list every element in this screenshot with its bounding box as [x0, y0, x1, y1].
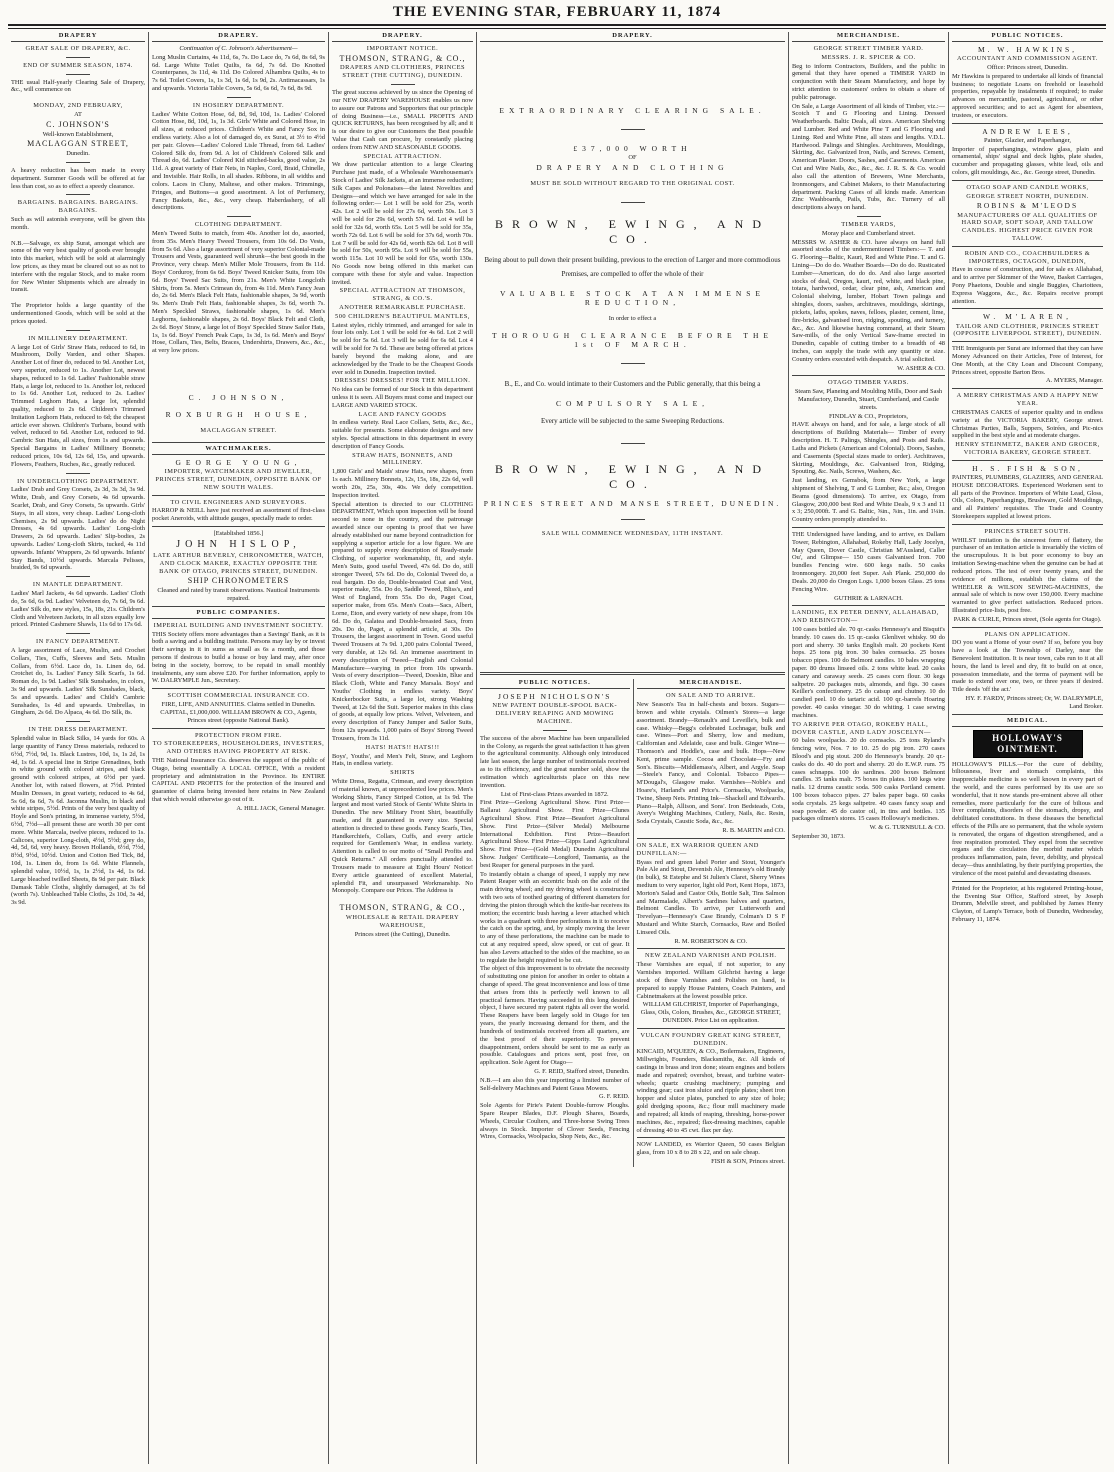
- ad-name: ANDREW LEES,: [982, 126, 1073, 136]
- divider: [66, 721, 90, 722]
- paragraph: Being about to pull down their present building, previous to the erection of Larger and more commodious Premises, are compelled to offer the whole of their: [484, 256, 781, 278]
- firm-name: MESSRS. J. R. SPICER & CO.: [821, 53, 916, 61]
- paragraph: WHILST imitation is the sincerest form of flattery, the purchaser of an imitation article is invariably the victim of the unscrupulous. It is but poor economy to buy an imitation Sewing-machine when the genuine can be had at reduced prices. The test of over twenty years, and the evidence of millions, establish the claims of the WHEELER & WILSON SEWING-MACHINES, the annual sale of which is now over 150,000. Every machine warranted to give perfect satisfaction. Reduced prices. Illustrated price-lists, post free.: [952, 536, 1103, 614]
- divider: [621, 443, 645, 444]
- of-label: OF: [628, 154, 637, 162]
- section-heading: MERCHANDISE.: [637, 679, 786, 689]
- divider: [621, 129, 645, 130]
- signature: WILLIAM GILCHRIST, Importer of Paperhangings, Glass, Oils, Colors, Brushes, &c., GEORGE STREET, DUNEDIN. Price List on application.: [640, 1001, 781, 1024]
- ad-heading: TO CIVIL ENGINEERS AND SURVEYORS.: [170, 498, 307, 506]
- divider: [952, 627, 1103, 628]
- holloway-banner: HOLLOWAY'S OINTMENT.: [973, 730, 1083, 758]
- firm-name: THOMSON, STRANG, & CO.,: [339, 53, 466, 63]
- department-heading: IN MANTLE DEPARTMENT.: [32, 581, 124, 589]
- divider: [952, 524, 1103, 525]
- department-heading: CLOTHING DEPARTMENT.: [194, 221, 283, 229]
- ad-heading: OTAGO SOAP AND CANDLE WORKS,: [966, 183, 1089, 191]
- signature-street: Princes street (the Cutting), Dunedin.: [354, 930, 451, 938]
- ad-heading: ON SALE AND TO ARRIVE.: [666, 692, 756, 700]
- department-heading: IN THE DRESS DEPARTMENT.: [28, 726, 128, 734]
- paragraph: In order to effect a: [608, 315, 657, 323]
- ad-heading: TO ARRIVE PER OTAGO, ROKEBY HALL, DOVER CASTLE, AND LADY JOSCELYN—: [792, 720, 931, 736]
- divider: [637, 1028, 786, 1029]
- firm-address: PRINCES STREET AND MANSE STREET, DUNEDIN.: [483, 499, 782, 509]
- signature: PARK & CURLE, Princes street, (Sole agents for Otago).: [953, 615, 1102, 623]
- ad-date: September 30, 1873.: [792, 833, 845, 841]
- ad-heading: VULCAN FOUNDRY GREAT KING STREET, DUNEDIN.: [640, 1031, 782, 1047]
- department-heading: LACE AND FANCY GOODS: [358, 410, 447, 418]
- divider: [227, 216, 251, 217]
- paragraph: Boys', Youths', and Men's Felt, Straw, and Leghorn Hats, in endless variety.: [332, 752, 473, 768]
- divider: [952, 388, 1103, 389]
- divider: [621, 363, 645, 364]
- ad-name: ROBIN AND CO., COACHBUILDERS & IMPORTERS, OCTAGON, DUNEDIN,: [964, 249, 1091, 265]
- watchmaker-details: IMPORTER, WATCHMAKER AND JEWELLER, PRINCES STREET, DUNEDIN, OPPOSITE BANK OF NEW SOUTH WALES.: [155, 468, 322, 491]
- ad-intro: THE usual Half-yearly Clearing Sale of Drapery, &c., will commence on: [11, 78, 145, 94]
- paragraph: Mr Hawkins is prepared to undertake all kinds of financial business; to negotiate Loans on freehold or leasehold properties, repayable by instalments if required; to make advances on mercantile, pastoral, agricultural, or other approved securities; and to act as Agent for absentees, trustees, or executors.: [952, 72, 1103, 119]
- divider: [952, 246, 1103, 247]
- paragraph: HAVE always on hand, and for sale, a large stock of all descriptions of Building Materials— Timber of every description. H. T. Palings, Shingles, and Posts and Rails. Laths and Pickets (American and Colonial). Doors, Sashes, and Casements (Special sizes made to order). Architraves, Skirting, Mouldings, &c. Galvanised Iron, Ridging, Spouting, &c. Nails, Screws, Washers, &c.: [792, 421, 945, 476]
- establishment: Well-known Establishment,: [42, 130, 114, 138]
- ad-name: H. S. FISH & SON,: [972, 463, 1083, 473]
- section-heading: PUBLIC NOTICES.: [480, 679, 630, 689]
- ad-heading: PROTECTION FROM FIRE.: [194, 731, 283, 739]
- street-name: MACLAGGAN STREET,: [27, 139, 129, 149]
- ad-text: THE National Insurance Co. deserves the support of the public of Otago, being essentially A LOCAL OFFICE, With a resident proprietary and administration in the Province. Its ENTIRE CAPITAL AND PROFITS for the protection of the insured and guarantee of claims being invested here retains in New Zealand that which would otherwise go out of it.: [152, 756, 325, 803]
- price-list: We draw particular attention to a large Clearing Purchase just made, of a Wholesale Warehouseman's Stock of Ladies' Silk Jackets, at an immense reduction; Silk Capes and Polonaises—the latest Novelties and Designs—and which we have arranged for sale in the following order:— Lot 1 will be sold for 25s, worth 42s. Lot 2 will be sold for 27s 6d, worth 50s. Lot 3 will be sold for 29s 6d, worth 57s 6d. Lot 4 will be sold for 32s 6d, worth 65s. Lot 5 will be sold for 35s, worth 72s 6d. Lot 6 will be sold for 37s 6d, worth 70s. Lot 7 will be sold for 42s 6d, worth 82s 6d. Lot 8 will be sold for 50s, worth 95s. Lot 9 will be sold for 55s, worth 115s. Lot 10 will be sold for 65s, worth 130s. No Goods now being offered in this market can compare with these for style and value. Inspection invited.: [332, 161, 473, 286]
- watchmaker-name: JOHN HISLOP,: [176, 538, 301, 550]
- signature: R. B. MARTIN and CO.: [722, 827, 785, 835]
- ad-title: GREAT SALE OF DRAPERY, &C.: [25, 44, 131, 52]
- price-list: On Sale, a Large Assortment of all kinds of Timber, viz.:— Scotch T and G Flooring and Lining. Dressed Weatherboards. Baltic Deals, all sizes. American Shelving and Lumber. Red and White Pine T and G Flooring and Lining. Red and White Pine, all sizes and lengths. V.D.L. Hardwood. Palings and Shingles. Architraves, Mouldings, Skirting, &c. Galvanized Iron, Nails, and Screws. Cement, American Plaster. Doors, Sashes, and Casements. American Cut and Wire Nails, &c., &c., &c. J. R. S. & Co. would also call the attention of Brewers, Wine Merchants, Ironmongers, and Cabinet Makers, to their Manufacturing department. Packing Cases of all kinds made. American Zinc Washboards, Pails, Tubs, &c. Turnery of all descriptions always on hand.: [792, 102, 945, 212]
- divider: [792, 527, 945, 528]
- ad-text: THIS Society offers more advantages than a Savings' Bank, as it is both a saving and a building institute. Persons may lay by or invest their savings in it in sums as small as 6s a month, and those persons if desirous to build a house or buy land may, after once being in the society, borrow, to be repaid in small monthly instalments, any sum above £20. For further information, apply to W. DALRYMPLE Jun., Secretary.: [152, 630, 325, 685]
- price-list: 60 bales woolpacks. 20 do cornsacks. 25 tons Ryland's fencing wire, Nos. 7 to 10. 25 do pig iron. 270 cases Blood's and pig stout. 200 do Hennessy's brandy. 20 qr.-casks do do. 40 do port and sherry. 20 do E.W.P. rum. 75 cases schnapps. 100 do sardines. 200 boxes Belmont candles. 35 tanks malt. 75 boxes tin plates. 100 kegs wire nails. 12 drums caustic soda. 500 casks Portland cement. 100 boxes tobacco pipes. 27 bales paper bags. 60 casks soda crystals. 25 kegs saltpetre. 40 cases fancy soap and soap powder. 45 do castor oil, in tins and bottles. 135 packages oilmen's stores. 15 cases Holloway's medicines.: [792, 737, 945, 823]
- ad-heading: LANDING, EX PETER DENNY, ALLAHABAD, AND REBINGTON—: [792, 609, 939, 625]
- ad-heading: NEW ZEALAND VARNISH AND POLISH.: [645, 952, 777, 960]
- section-heading: PUBLIC COMPANIES.: [152, 606, 325, 619]
- divider: [952, 341, 1103, 342]
- ad-name: M. W. HAWKINS,: [977, 44, 1078, 54]
- divider: [952, 180, 1103, 181]
- department-heading: IN MILLINERY DEPARTMENT.: [28, 334, 128, 342]
- divider: [66, 576, 90, 577]
- divider: [152, 688, 325, 689]
- column-4a: [480, 679, 633, 1166]
- ad-heading: OTAGO TIMBER YARDS.: [828, 379, 909, 387]
- salvage-note: N.B.—Salvage, ex ship Surat, amongst which are some of the very best quality of goods ever brought into this market, which will be sold at alarmingly low prices, as they must be cleared out so as not to interfere with the regular Stock, and to make room for New Winter Shipments which are already in transit.: [11, 239, 145, 294]
- sale-title: EXTRAORDINARY CLEARING SALE.: [499, 105, 766, 115]
- at-label: AT: [74, 110, 82, 118]
- section-heading: DRAPERY: [11, 32, 145, 42]
- ad-heading: PLANS ON APPLICATION.: [984, 630, 1071, 638]
- notice-title: IMPORTANT NOTICE.: [366, 44, 439, 52]
- ad-heading: A MERRY CHRISTMAS AND A HAPPY NEW YEAR.: [956, 392, 1099, 408]
- department-heading: IN HOSIERY DEPARTMENT.: [192, 101, 285, 109]
- price-list: 100 cases bottled ale. 70 qr.-casks Hennessy's and Bisquit's brandy. 10 cases do. 15 qr.-casks Glenlivet whisky. 90 do port and sherry. 30 tanks English malt. 20 pockets Kent hops. 25 tons pig iron. 30 bales cornsacks. 25 boxes tobacco pipes. 100 do Belmont candles. 10 bales wrapping paper. 80 drums linseed oils. 2 tons white lead. 20 casks canary and caraway seeds. 25 cases corn flour. 30 kegs saltpetre. 20 packages nuts, almonds, and figs. 30 cases Keiller's confectionery. 25 do catsup and chutney. 10 do candied peel. 10 do tartaric acid. 100 qr.-barrels Hoaring powder. 40 casks vinegar. 30 do whiting. 1 case sewing machines.: [792, 625, 945, 719]
- paragraph: Have in course of construction, and for sale ex Allahabad, and to arrive per Skimmer of the Wave, Basket Carriages, Pony Phaetons, Double and single Buggies, Chariottees, Express Waggons, &c., &c. Repairs receive prompt attention.: [952, 266, 1103, 305]
- column-4: [476, 32, 788, 1464]
- signature: R. M. ROBERTSON & CO.: [674, 937, 748, 945]
- sale-commence: SALE WILL COMMENCE WEDNESDAY, 11TH INSTANT.: [541, 529, 724, 537]
- sale-date: MONDAY, 2ND FEBRUARY,: [33, 102, 123, 110]
- divider: [66, 74, 90, 75]
- signature-name: THOMSON, STRANG, & CO.,: [339, 903, 466, 913]
- column-3: [328, 32, 476, 1464]
- divider: [857, 216, 881, 217]
- paragraph: Byass red and green label Porter and Stout, Younger's Pale Ale and Stout, Devenish Ale, Hennessy's old Brandy (in bulk), St Estephe and St Julien's Claret, Sherry Wines medium to very superior, light old Port, Kent Hops, 1873, Morton's Salad and Castor Oils, Bottle Salt, Tins Salmon and Marmalade, Albert's Sardines halves and quarters, Belmont Candles. To arrive, per Lutterworth and Trevelyan—Hennessy's Case Brandy, Colman's D S F Mustard and White Starch, Cornsacks, Raw and Boiled Linseed Oils.: [636, 858, 785, 936]
- ad-name: JOSEPH NICHOLSON'S: [498, 692, 612, 702]
- firm-subtitle: DRAPERS AND CLOTHIERS, PRINCES STREET (THE CUTTING), DUNEDIN.: [339, 64, 466, 80]
- department-heading: STRAW HATS, BONNETS, AND MILLINERY.: [352, 451, 453, 467]
- ad-subheading: Steam Saw, Planeing and Moulding Mills, Door and Sash Manufactory, Dunedin, Stuart, Cumberland, and Castle streets.: [794, 388, 943, 411]
- paragraph: To instantly obtain a change of speed, I supply my new Patent Reaper with an eccentric bush on the axle of the main driving wheel; and my driving wheel is constructed with two sets of toothed gearing of different diameters for driving the pinion through which the knife-bar receives its motion; the eccentric bush having a lever attached which works in a quadrant with three perforations in it to receive the catch on the spring, and, by simply moving the lever to any of these perforations, the machine can be made to cut at any required speed, slow speed, or cut of gear. It has also Levers attached to the sides of the machine, so as to regulate the height required to be cut.: [480, 870, 630, 964]
- ad-subheading: TO STOREKEEPERS, HOUSEHOLDERS, INVESTERS, AND OTHERS HAVING PROPERTY AT RISK.: [152, 740, 325, 756]
- firm-name: BROWN, EWING, AND CO.: [495, 462, 770, 491]
- divider: [480, 672, 785, 675]
- paragraph: N.B.—I am also this year importing a limited number of Self-delivery Machines and Patent Grass Mowers.: [480, 1076, 630, 1092]
- paragraph: DO you want a Home of your own? If so, before you buy have a look at the Township of Darley, near the Benevolent Institution. It is near town, cabs run to it at all hours, the land is level and dry, fit to build on at once, possession immediate, and the terms of payment will be made to extend over one, two, or three years if desired. Title deeds 'off the act.': [952, 639, 1103, 694]
- section-heading: MEDICAL.: [952, 714, 1103, 727]
- divider: [66, 330, 90, 331]
- prize-list: First Prize—Geelong Agricultural Show. First Prize—Ballarat Agricultural Show. First Prize—Clunes Agricultural Show. First Prize—Beaufort Agricultural Show. First Prize—(Silver Medal) Melbourne International Exhibition. First Prize—Beaufort Agricultural Show. First Prize—Gipps Land Agricultural Show. First Prize—(Gold Medal) Dunedin Agricultural Show. Judges' Certificate—Longford, Tasmania, as the best Reaper for general purposes in the yard.: [480, 799, 630, 869]
- divider: [621, 519, 645, 520]
- ad-heading: IMPERIAL BUILDING AND INVESTMENT SOCIETY.: [153, 621, 324, 629]
- signature-house: ROXBURGH HOUSE,: [165, 410, 312, 420]
- paragraph: TAILOR AND CLOTHIER, PRINCES STREET (OPPOSITE LIVERPOOL STREET), DUNEDIN.: [953, 322, 1102, 338]
- department-heading: IN UNDERCLOTHING DEPARTMENT.: [17, 477, 139, 485]
- divider: [952, 123, 1103, 124]
- section-heading: WATCHMAKERS.: [152, 442, 325, 455]
- paragraph: KINCAID, M'QUEEN, & CO., Boilermakers, Engineers, Millwrights, Founders, Blacksmiths, &c. All kinds of castings in brass and iron done; steam engines and boilers made and repaired; overshot, breast, and turbine water-wheels; quartz crushing machinery; pumping and winding gear; cast iron sluice and ripple plates; sheet iron hopper and sluice plates, punched to any size of hole; gold dredging spoons, &c.; flour mill machinery made and repaired; all kinds of reaping, threshing, horse-power machines, &c., repaired; flax-dressing machines, capable of dressing 40 to 45 cwt. flax per day.: [636, 1048, 785, 1134]
- divider: [66, 57, 90, 58]
- ad-subheading: ACCOUNTANT AND COMMISSION AGENT.: [957, 55, 1098, 63]
- price-list: A large Lot of Girls' Straw Hats, reduced to 6d, in Mushroom, Dolly Varden, and other Shapes. Another Lot of finer do, reduced to 9d. Another Lot, very superior, reduced to 1s. Another Lot, newest shapes, reduced to 1s 6d. Ladies' Fashionable straw Hats, a large lot, reduced to 1s. Another lot, reduced to 1s 6d. Another Lot, reduced to 2s. Ladies' Trimmed Leghorn Hats, a large lot, splendid quality, reduced to 2s 6d. Children's Trimmed Imitation Leghorn Hats, reduced to 6d; the cheapest article ever shown. Children's Turbans, bound with velvet, reduced to 6d. Another Lot, reduced to 9d. Cambric Sun Hats, all sizes, from 1s and upwards. Special Bargains in Ladies' Millinery Bonnets; reduced prices, 10s 6d, 12s 6d, 15s, and upwards. Flowers, Feathers, Ruches, &c., greatly reduced.: [11, 343, 145, 468]
- paragraph: Importer of paperhangings, window glass, plain and ornamental, ships' signal and deck lights, plate shades, cucumber and propagating glasses, white lead, oils and colors, gilt mouldings, &c., &c. George street, Dunedin.: [952, 145, 1103, 176]
- town-name: Dunedin.: [66, 150, 90, 158]
- ad-subheading: Moray place and Cumberland street.: [821, 229, 916, 237]
- ad-heading: SCOTTISH COMMERCIAL INSURANCE CO.: [167, 692, 310, 700]
- ad-heading: ON SALE, EX WARRIOR QUEEN AND DUNFILLAN:—: [636, 841, 759, 857]
- paragraph: MESSRS W. ASHER & CO. have always on hand full assorted stocks of the undermentioned Timbers:— T. and G. Flooring—Baltic, Kauri, Red and White Pine. T. and G. Lining—Do do do. Weather Boards—Do do do. Rusticated Lumber—American, do do do. And also large assorted stocks of deal, Oregon, kauri, red, white, and black pine, totara, hardwood, cedar, clear pine, ash, American and Colonial shelving, lumber, Hobart Town palings and shingles, doors, sashes, architraves, mouldings, skirtings, pickets, laths, spokes, naves, felloes, plaster, cement, lime, fire-bricks, galvanised iron, ridging, spouting, and turnery, &c., &c. And likewise having command, at their Steam Saw-mills, of the only Vertical Saw-frame erected in Dunedin, capable of cutting timber to a breadth of 48 inches, can supply the trade with any quantity or size. Country orders executed with despatch. A trial solicited.: [792, 238, 945, 363]
- price-list: Ladies' White Cotton Hose, 6d, 8d, 9d, 10d, 1s. Ladies' Colored Cotton Hose, 8d, 10d, 1s, 1s 3d. Girls' White and Colored Hose, in all sizes, at reduced prices. Children's White and Fancy Sox in endless variety. Also a lot of damaged do, ex Surat, at 3½ to 4½d per pair. Gloves—Ladies' Colored Lisle Thread, from 6d. Ladies' Colored Silk do, from 9d. A lot of Children's Colored Silk and Thread do, 6d. Ladies' Colored Kid stitched-backs, good value, 2s 11d. A great variety of Hair Nets, in Naples, Cord, Braid, Chinelle, and Invisible. Hair Rolls, in all shades. Ribbons, in all widths and colors. Laces in Cluny, Maltese, and other makes. Trimmings, Fringes, and Buttons—a good assortment. A lot of Perfumery, Fancy Baskets, &c., &c., very cheap. Haberdashery, of all descriptions.: [152, 110, 325, 212]
- divider: [621, 202, 645, 203]
- section-heading: MERCHANDISE.: [792, 32, 945, 42]
- sale-condition: MUST BE SOLD WITHOUT REGARD TO THE ORIGINAL COST.: [530, 180, 735, 188]
- section-heading: DRAPERY.: [480, 32, 785, 42]
- price-list: Long Muslin Curtains, 4s 11d, 6s, 7s. Do Lace do, 7s 6d, 8s 6d, 9s 6d. Large White Toilet Quilts, 6s 6d, 7s 6d. Do Knotted Counterpanes, 3s 11d, 4s 11d. Do Colored Alhambra Quilts, 4s to 7s 6d. Toilet Covers, 1s, 1s 3d, 1s 6d, 1s 9d, 2s. Antimacassars, 1s and upwards. Victoria Table Covers, 5s 6d, 6s 6d, 7s 6d, 8s 9d.: [152, 53, 325, 92]
- paragraph: NOW LANDED, ex Warrior Queen, 50 cases Belgian glass, from 10 x 8 to 28 x 22, and on sale cheap.: [636, 1141, 785, 1157]
- ad-text: Cleaned and rated by transit observations. Nautical Instruments repaired.: [157, 587, 320, 603]
- divider: [792, 605, 945, 606]
- column-1: [8, 32, 148, 1464]
- continuation-note: Continuation of C. Johnson's Advertisement—: [179, 44, 298, 52]
- department-heading: SPECIAL ATTRACTION AT THOMSON, STRANG, & CO.'S.: [339, 287, 466, 303]
- column-2: [148, 32, 328, 1464]
- ad-text: HARROP & NEILL have just received an assortment of first-class pocket Aneroids, with altitude gauges, specially made to order.: [152, 507, 325, 523]
- watchmaker-details: LATE ARTHUR BEVERLY, CHRONOMETER, WATCH, AND CLOCK MAKER, EXACTLY OPPOSITE THE BANK OF OTAGO, PRINCES STREET, DUNEDIN.: [153, 552, 324, 575]
- ad-heading: GEORGE STREET TIMBER YARD.: [813, 44, 924, 52]
- divider: [152, 526, 325, 527]
- divider: [952, 308, 1103, 309]
- signature: G. F. REID.: [598, 1093, 630, 1101]
- section-heading: PUBLIC NOTICES.: [952, 32, 1103, 42]
- signature: FISH & SON, Princes street.: [711, 1157, 785, 1165]
- column-4b: [633, 679, 786, 1166]
- ad-heading: PRINCES STREET SOUTH.: [984, 527, 1071, 535]
- signature: W. ASHER & CO.: [897, 364, 945, 372]
- paragraph: MANUFACTURERS OF ALL QUALITIES OF HARD SOAP, SOFT SOAP, AND TALLOW CANDLES. HIGHEST PRICE GIVEN FOR TALLOW.: [957, 211, 1098, 242]
- imprint: Printed for the Proprietor, at his registered Printing-house, the Evening Star Office, Stafford street, by Joseph Drumm, Melville street, and published by James Henry Clayton, of Lamp's Terrace, both of Dunedin, Wednesday, February 11, 1874.: [952, 884, 1103, 923]
- signature-house: WHOLESALE & RETAIL DRAPERY WAREHOUSE,: [345, 913, 460, 929]
- lower-columns: [480, 679, 785, 1166]
- firm-name: BROWN, EWING, AND CO.: [495, 216, 770, 246]
- divider: [66, 162, 90, 163]
- paragraph: HOLLOWAY'S PILLS.—For the cure of debility, biliousness, liver and stomach complaints, this inappreciable medicine is so well known in every part of the world, and the cures performed by its use are so wonderful, that it now stands pre-eminent above all other remedies, more particularly for the cure of bilious and liver complaints, disorders of the stomach, dropsy, and debilitated constitutions. In these diseases the beneficial effects of the Pills are so permanent, that the whole system is renovated, the organs of digestion strengthened, and a free respiration promoted. They expel from the secretive organs and the circulation the morbid matter which produces inflammation, pain, fever, debility, and physical decay—thus annihilating, by their purifying properties, the virulence of the most painful and devastating diseases.: [952, 760, 1103, 877]
- price-list: A large assortment of Lace, Muslin, and Crochet Collars, Ties, Cuffs, Sleeves and Sets. Muslin Collars, from 6½d. Lace do, 1s. Linen do, 6d. Crotchet do, 1s. Ladies' Fancy Silk Scarfs, 1s 6d. Roman do, 1s 9d. Ladies' Silk Sunshades, in colors, 3s 9d and upwards. Ladies' Silk Sunshades, black, 5s and upwards. Ladies' and Child's Cambric Sunshades, 1s 4d and upwards. Umbrellas, in Gingham, 2s 6d. Do Alpaca, 4s 6d. Do Silk, 8s.: [11, 646, 145, 717]
- paragraph: The great success achieved by us since the Opening of our NEW DRAPERY WAREHOUSE enables us now to assure our Patrons and Supporters that our principle of doing Business—i.e., SMALL PROFITS AND QUICK RETURNS, has been recognised by all; and it is our desire to give our Customers the Best possible Value that Cash can procure, by constantly placing orders from NEW AND SEASONABLE GOODS.: [332, 89, 473, 151]
- signature-name: C. JOHNSON,: [188, 392, 289, 402]
- sale-banner: THOROUGH CLEARANCE BEFORE THE 1st OF MARCH.: [492, 330, 773, 350]
- firm-name: C. JOHNSON'S: [46, 119, 110, 129]
- paragraph: The object of this improvement is to obviate the necessity of substituting one pinion for another in order to obtain a change of speed. The great inconvenience and loss of time that arises from this is perfectly well known to all practical farmers. Having succeeded in this long desired object, I have secured my patent rights all over the world. These Reapers have been largely sold in Otago for ten years, the yearly increasing demand for them, and the hundreds of testimonials received from all quarters, are the best proof of their superiority. To prevent disappointment, orders should be sent to me as early as possible. Catalogues and prices sent, post free, on application. Sole Agent for Otago—: [480, 965, 630, 1067]
- ad-subtitle: END OF SUMMER SEASON, 1874.: [23, 61, 133, 69]
- section-heading: DRAPERY.: [332, 32, 473, 42]
- section-heading: DRAPERY.: [152, 32, 325, 42]
- divider: [66, 194, 90, 195]
- price-list: Ladies' Drab and Grey Corsets, 2s 3d, 3s 3d, 3s 9d. White, Drab, and Grey Corsets, 4s 6d upwards. Scarlet, Drab, and Grey Corsets, 5s upwards. Girls' Stays, in all sizes, very cheap. Ladies' Long-cloth Chemises, 2s 9d upwards. Ladies' do do Night Dresses, 4s 6d upwards. Ladies' Long-cloth Drawers, 2s 6d upwards. Ladies' Slip-bodies, 2s upwards. Ladies' Long-cloth Skirts, tucked, 4s 11d upwards. Infants' Wrappers, 2s 6d upwards. Infants' Stay Bands, 10½d upwards. Marcala Pelisses, braided, 9s 6d upwards.: [11, 486, 145, 572]
- column-6: [948, 32, 1106, 1464]
- established-note: [Established 1856.]: [213, 530, 264, 538]
- department-heading: ANOTHER REMARKABLE PURCHASE.: [339, 304, 466, 312]
- divider: [227, 97, 251, 98]
- divider: [543, 730, 567, 731]
- paragraph: No idea can be formed of our Stock in this department unless it is seen. All Buyers must come and inspect our LARGE AND VARIED STOCK.: [332, 386, 473, 409]
- divider: [952, 460, 1103, 461]
- department-heading: SPECIAL ATTRACTION.: [363, 152, 442, 160]
- paragraph: In endless variety. Real Lace Collars, Setts, &c., &c., suitable for presents. Some elaborate designs and new styles. Special attractions in this department in every description of Fancy Goods.: [332, 419, 473, 450]
- divider: [637, 948, 786, 949]
- signature: G. F. REID, Stafford street, Dunedin.: [534, 1067, 630, 1075]
- price-list: Latest styles, richly trimmed, and arranged for sale in four lots only. Lot 1 will be sold for 4s 6d. Lot 2 will be sold for 5s 6d. Lot 3 will be sold for 6s 6d. Lot 4 will be sold for 7s 6d. These are being offered at prices barely beyond the making alone, and are acknowledged by the Trade to be the Cheapest Goods ever sold in Dunedin. Inspection invited.: [332, 321, 473, 376]
- bargains-banner: BARGAINS. BARGAINS. BARGAINS. BARGAINS.: [17, 199, 139, 215]
- masthead-rule: [8, 24, 1106, 29]
- paragraph: 1,800 Girls' and Maids' straw Hats, new shapes, from 1s each. Millinery Bonnets, 12s, 15s, 18s, 22s 6d, well worth 20s, 25s, 30s, 40s. We defy competition. Inspection invited.: [332, 468, 473, 499]
- price-list: Ladies' Marl Jackets, 4s 6d upwards. Ladies' Cloth do, 5s 6d, 6s 9d. Ladies' Velveteen do, 7s 6d, 9s 6d. Ladies' Silk do, new styles, 15s, 18s, 21s. Children's Cloth and Velveteen Jackets, in all sizes equally low priced. Printed Cashmere Shawls, 11s 6d to 17s 6d.: [11, 590, 145, 629]
- signature: HY. F. FARDY, Princes street; Or, W. DALRYMPLE, Land Broker.: [965, 695, 1103, 710]
- department-heading: SHIRTS: [390, 769, 415, 777]
- paragraph: Sole Agents for Pirie's Patent Double-furrow Ploughs. Spare Reaper Blades, D.F. Plough Shares, Boards, Wheels, Circular Coulters, and Three-horse Swing Trees always in Stock. Importer of Clover Seeds, Fencing Wires, Cornsacks, Woolpacks, Shop Nets, &c., &c.: [480, 1102, 630, 1141]
- paragraph: THE Immigrants per Surat are informed that they can have Money Advanced on their Articles, Free of Interest, for One Month, at the City Loan and Discount Company, Princes street, opposite Barton Bros.: [952, 345, 1103, 376]
- ad-address: Office: Princes street, Dunedin.: [987, 63, 1068, 71]
- signature: W. & G. TURNBULL & CO.: [869, 824, 945, 832]
- price-list: New Season's Tea in half-chests and boxes. Sugars—brown and white crystals. Oilmen's Stores—a large assortment. Brandy—Renault's and Leveille's, bulk and case. Whisky—Begg's celebrated Lochnagar, bulk and case. Wines—Port and Sherry, low and medium, Californian and Adelaide, case and bulk. Ginger Wine—Thomson's and Hoddle's, case and bulk. Hops—New Kent, prime sample. Cocoa and Chocolate—Fry and Son's. Biscuits—Middlemass's, Albert, and Argyle. Soap—Steele's Fancy, and Colonial. Tobacco Pipes—M'Dougal's, Glasgow make. Varnishes—Noble's and Hoare's, Harland's and Price's. Cornsacks, Woolpacks, Twine, Sheep Nets. Printing Ink—Shackell and Edward's. Piano—Ralph, Allison, and Sons'. Iron Bedsteads, Cots, Avery's Weighing Machines, Cutlery, Nails, &c. Resin, Soda Crystals, Caustic Soda, &c., &c.: [636, 701, 785, 826]
- paragraph: The Proprietor holds a large quantity of the undermentioned Goods, which will be sold at the prices quoted.: [11, 302, 145, 325]
- ad-subheading: NEW PATENT DOUBLE-SPOOL BACK-DELIVERY REAPING AND MOWING MACHINE.: [492, 702, 618, 726]
- paragraph: Such as will astonish everyone, will be given this month.: [11, 215, 145, 231]
- paragraph: These Varnishes are equal, if not superior, to any Varnishes imported. William Gilchrist having a large stock of these Varnishes and Polishes on hand, is prepared to supply House Painters, Coach Painters, and Cabinetmakers at the lowest possible price.: [636, 961, 785, 1000]
- divider: [792, 375, 945, 376]
- paragraph: The success of the above Machine has been unparalleled in the Colony, as regards the great satisfaction it has given to the agricultural community. Although only introduced late last season, the large number of testimonials received as to its efficiency, and the great number sold, show the estimation which agriculturists place on this new invention.: [480, 734, 630, 789]
- ad-subheading: Painter, Glazier, and Paperhanger,: [984, 136, 1071, 144]
- department-heading: IN FANCY DEPARTMENT.: [36, 638, 120, 646]
- sale-banner: VALUABLE STOCK AT AN IMMENSE REDUCTION,: [499, 288, 766, 307]
- paragraph: A heavy reduction has been made in every department. Summer Goods will be offered at far less than cost, so as to effect a speedy clearance.: [11, 166, 145, 190]
- divider: [637, 838, 786, 839]
- sale-goods: DRAPERY AND CLOTHING: [536, 163, 729, 173]
- divider: [391, 84, 415, 85]
- paragraph: Just landing, ex Gemsbok, from New York, a large shipment of Shelving, T and G Lumber, &c.; also, Oregon Beams (good dimensions). To arrive, ex Otago, from Glasgow, 200,000 best Red and White Deals, 9 x 3 and 11 x 3; 250,000ft. T. and G. Baltic, ⅝in., ⅞in., 1in. and 1¼in. Country orders promptly attended to.: [792, 477, 945, 524]
- signature: HENRY STEINMETZ, BAKER AND GROCER, VICTORIA BAKERY, GEORGE STREET.: [955, 441, 1100, 456]
- price-list: THE Undersigned have landing, and to arrive, ex Dallam Tower, Rebington, Allahabad, Rokeby Hall, Lady Jocelyn, May Queen, Dover Castle, Christian M'Ausland, Caller Ou', and Glimpse— 150 cases Galvanised Iron. 700 bundles Fencing wire. 600 kegs nails. 50 casks Ironmongery. 20,000 feet Super. Ash Plank. 250,000 do Deals. 20,000 do Oregon Logs. 1,000 boxes Glass. 25 tons Fencing Wire.: [792, 531, 945, 593]
- ship-chronometers: SHIP CHRONOMETERS: [187, 576, 290, 586]
- paragraph: CHRISTMAS CAKES of superior quality and in endless variety at the VICTORIA BAKERY, George street. Christmas Parties, Balls, Suppers, Soirées, and Pic-nics supplied in the best style and at moderate charges.: [952, 408, 1103, 440]
- divider: [952, 881, 1103, 882]
- signature-street: MACLAGGAN STREET.: [200, 427, 277, 435]
- price-list: Splendid value in Black Silks, 14 yards for 60s. A large quantity of Fancy Dress materials, reduced to 6½d, 7½d, 9d, 1s. Black Lustres, 10d, 1s, 1s 2d, 1s 4d, 1s 6d. A special line in Stripe Grenadines, both in white ground with colored stripes, and black ground with colored stripes, at 6½d per yard. Another lot, with raised flowers, at 7½d. Printed Muslin Dresses, in great variety, reduced to 4s 6d, 5s 6d, 6s 6d, 7s 6d. Jaconna Muslin, in black and white stripes, 5½d. Prints of the very best quality of Hoyle and Son's printing, in immense variety, 5½d, 6½d, 7½d—all present these are worth 30 per cent more. White Marcala, twelve pieces, reduced to 1s. Calicoes, superior Long-cloth, 4½d, 5½d; grey do, 4d, 5d, 6d, very heavy. Brown Hollands, 6½d, 7½d, 8½d, 9½d, 10½d. Union and Cotton Bed Tick, 8d, 10d, 1s. Linen do, from 1s 6d. White Flannels, splendid value, 10½d, 1s, 1s 2½d, 1s 4d, 1s 6d. Large bleached twilled Sheets, 8s 9d per pair. Black Damask Table Cloths, slightly damaged, at 3s 6d (worth 7s). Unbleached Table Cloths, 2s 10d, 3s 4d, 3s 9d.: [11, 735, 145, 907]
- sale-banner: COMPULSORY SALE,: [555, 399, 710, 409]
- divider: [152, 728, 325, 729]
- ad-name: ROBINS & M'LEODS: [976, 201, 1079, 211]
- sale-amount: £37,000 WORTH: [573, 144, 692, 154]
- divider: [66, 633, 90, 634]
- ad-name: W. M'LAREN,: [982, 312, 1073, 322]
- masthead: THE EVENING STAR, FEBRUARY 11, 1874: [392, 4, 722, 20]
- column-5: [788, 32, 948, 1464]
- divider: [152, 495, 325, 496]
- divider: [637, 1137, 786, 1138]
- ad-subheading: GEORGE STREET NORTH, DUNEDIN.: [966, 192, 1089, 200]
- ad-heading: TIMBER YARDS,: [841, 220, 896, 228]
- paragraph: Beg to inform Contractors, Builders, and the public in general that they have opened a TIMBER YARD in conjunction with their Steam Manufactory, and hope by strict attention to customers' orders to obtain a share of public patronage.: [792, 62, 945, 101]
- signature: A. HILL JACK, General Manager.: [236, 804, 325, 812]
- ad-text: FIRE, LIFE, AND ANNUITIES. Claims settled in Dunedin. CAPITAL, £1,000,000. WILLIAM BROWN & CO., Agents, Princes street (opposite National Bank).: [160, 701, 317, 724]
- list-heading: List of First-class Prizes awarded in 1872.: [500, 790, 609, 798]
- signature: A. MYERS, Manager.: [1046, 377, 1103, 385]
- divider: [66, 473, 90, 474]
- paragraph: B., E., and Co. would intimate to their Customers and the Public generally, that this being a: [504, 380, 761, 389]
- paragraph: Every article will be subjected to the same Sweeping Reductions.: [540, 416, 725, 425]
- department-heading: 500 CHILDREN'S BEAUTIFUL MANTLES,: [335, 312, 470, 320]
- paragraph: White Dress, Regatta, Crimean, and every description of material known, at unprecedented low prices. Men's Working Shirts, Fancy Striped Cotton, at 1s 9d. The largest and most varied Stock of Gents' White Shirts in Dunedin. The new Military Front Shirt, beautifully made, and fit guaranteed in every size. Special attention is directed to these goods. Fancy Scarfs, Ties, Handkerchiefs, Collars, Cuffs, and every article required for Gentlemen's Wear, in endless variety. Attention is called to our motto of "Small Profits and Quick Returns." All orders punctually attended to. Trousers made to measure at Eight Hours' Notice! Every article guaranteed of excellent Material, splendid Fit, and unsurpassed Workmanship. No Monopoly. Compare our Prices. The Address is: [332, 777, 473, 895]
- department-heading: HATS! HATS!! HATS!!!: [365, 743, 440, 751]
- firm-name: FINDLAY & CO., Proprietors,: [828, 412, 909, 420]
- department-heading: DRESSES! DRESSES! FOR THE MILLION.: [334, 377, 471, 385]
- watchmaker-name: GEORGE YOUNG,: [175, 458, 302, 467]
- paragraph: PAINTERS, PLUMBERS, GLAZIERS, AND GENERAL HOUSE DECORATORS. Experienced Workmen sent to all parts of the Province. Importers of White Lead, Gloss, Oils, Colors, Paperhangings, Brushware, Gold Mouldings, and all Painters' requisites. The Trade and Country Storekeepers supplied at lowest prices.: [952, 473, 1103, 520]
- signature: GUTHRIE & LARNACH.: [834, 594, 903, 602]
- price-list: Men's Tweed Suits to match, from 40s. Another lot do, assorted, from 35s. Men's Heavy Tweed Trousers, from 10s 6d. Do Vests, from 5s 6d. Also a large assortment of very superior Colonial-made Trousers and Vests, guaranteed well shrunk—the best goods in the Province, very cheap. Men's Miller Mole Trousers, from 8s 11d. Boys' Corduroy, from 6s 6d. Boys' Tweed Knicker Suits, from 10s 6d. Boys' Tweed Sac Suits, from 21s. Men's White Longcloth Shirts, from 5s. Men's Crimean do, from 4s 11d. Men's Fancy Jean do, 2s 6d. Men's Black Felt Hats, fashionable shapes, 3s 9d, worth 9s. Men's Drab Felt Hats, fashionable shapes, 3s 6d, worth 7s. Men's Speckled Straws, fashionable shapes, 1s 6d. Men's Leghorns, fashionable shapes, 2s 6d. Boys' Black Felt and Cloth, 2s 6d. Boys' Straw, a large lot of Boys' Speckled Straw Sailor Hats, 1s, 1s 6d. Boys' French Peak Caps, 1s 3d, 1s 6d. Men's and Boys' Hose, Collars, Ties, Belts, Braces, Undershirts, Drawers, &c., &c., at very low prices.: [152, 229, 325, 355]
- price-list: Special attention is directed to our CLOTHING DEPARTMENT, Which upon inspection will be found second to none in the country, and the patronage awarded since our opening is proof that we have already established our name beyond contradiction for supplying a superior article for a low figure. We are prepared to supply every description of Ready-made Clothing, of superior workmanship, fit, and style. Men's Suits, good useful Tweed, 47s 6d. Do do, still stronger Tweed, 57s 6d. Do do, Colonial Tweed do, a real bargain. Do do, Double-breasted Coat and Vest, superior make, 55s. Do do, Saddle Tweed, Bliss's, and West of England, from 55s. Do do, Paget Coat, superior make, from 65s. Men's Coats—Sacs, Albert, Lorne, Eton, and every variety of new shape, from 10s 6d. Do do, Galatea and Double-breasted Sacs, from 20s. Do do, Paget, a splendid article, at 30s. Do Trousers, the largest assortment in Town. Good useful Tweed Trousers at 7s 9d. 1,200 pairs Colonial Tweed, very durable, at 12s 6d. An immense assortment in every description of Tweed—English and Colonial Manufacture—varying in price from 10s upwards. Vests of every description—Tweed, Doeskin, Blue and Black Cloth, White and Fancy Marsala. Boys' and Youths' Clothing in endless variety. Boys' Knickerbocker Suits, a large lot, strong Washing Tweed, at 12s 6d the Suit. Superior makes in this class of goods, at equally low prices. Velvet, Velveteen, and every description of Fancy Jumper and Sailor Suits, from 12s upwards. 1,000 pairs of Boys' Strong Tweed Trousers, from 3s 11d.: [332, 500, 473, 742]
